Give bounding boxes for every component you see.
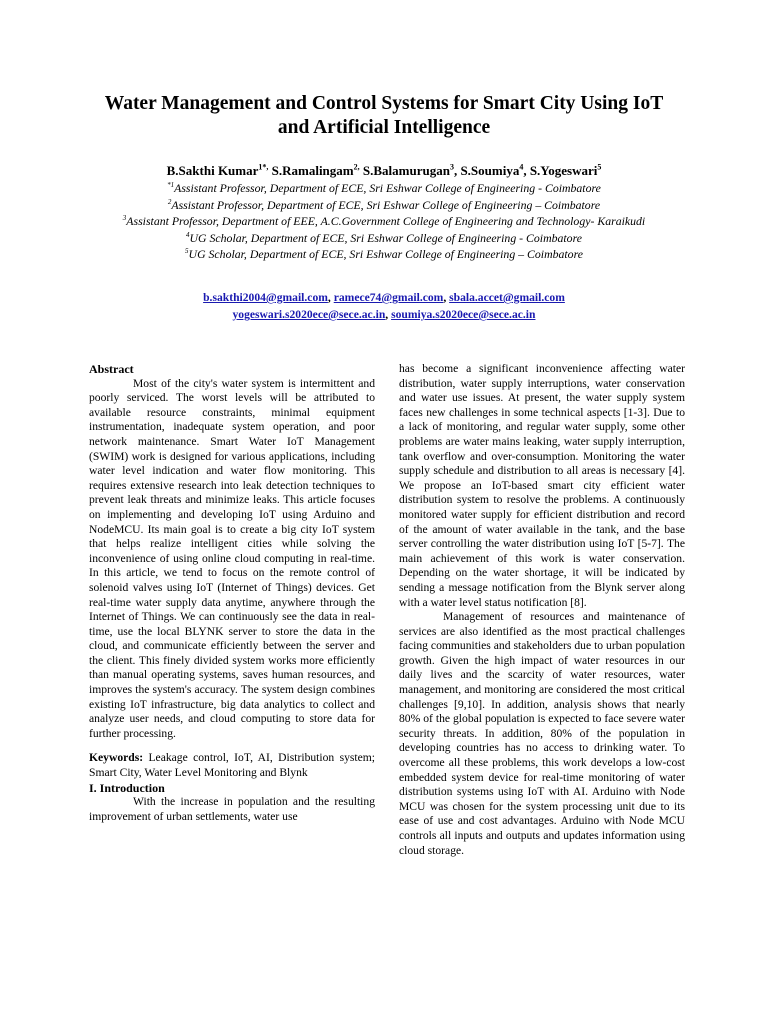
left-column: [89, 362, 375, 824]
author-list: [60, 162, 708, 179]
keywords-label: Keywords:: [89, 751, 144, 765]
keywords-text: Leakage control, IoT, AI, Distribution system; Smart City, Water Level Monitoring and Blynk: [89, 751, 375, 780]
affiliation: $^5$UG Scholar, Department of ECE, Sri Eshwar College of Engineering – Coimbatore: [185, 247, 583, 262]
title-line-1: Water Management and Control Systems for Smart City Using IoT: [104, 93, 664, 114]
abstract-heading: Abstract: [89, 362, 134, 376]
affiliation-list: [40, 180, 728, 263]
email-link[interactable]: yogeswari.s2020ece@sece.ac.in: [232, 308, 386, 321]
affiliation: $^2$Assistant Professor, Department of ECE, Sri Eshwar College of Engineering – Coimbatore: [167, 197, 601, 212]
right-column: [399, 362, 685, 858]
abstract-text: Most of the city's water system is intermittent and poorly serviced. The worst levels will be attributed to available resource constraints, minimal equipment instrumentation, inadequate system operation, and poor network maintenance. Smart Water IoT Management (SWIM) work is designed for various applications, including water level indication and water flow monitoring. This requires extensive research into leak detection techniques to prevent leak threats and minimize leaks. This article focuses on implementing and developing IoT using Arduino and NodeMCU. Its main goal is to create a big city IoT system that helps realize intelligent cities while solving the inconvenience of using online cloud computing in real-time. In this article, we tend to focus on the remote control of solenoid valves using IoT (Internet of Things) devices. Get real-time water supply data anytime, anywhere through the Internet of Things. We can continuously see the data in real-time, use the local BLYNK server to store the data in the cloud, and communicate efficiently between the server and the client. This finely divided system works more efficiently than manual operating systems, saves human resources, and improves the system's accuracy. The system design combines existing IoT infrastructure, big data analytics to collect and analyze user needs, and cloud computing to store data for further processing.: [89, 376, 375, 740]
body-paragraph: has become a significant inconvenience affecting water distribution, water supply interruptions, water conservation and water use issues. At present, the water supply system faces new challenges in some technical aspects [1-3]. Due to a lack of monitoring, and regular water supply, some other problems are water mains leaking, water supply interruption, tank overflow and over-consumption. Monitoring the water supply schedule and distribution to all areas is necessary [4]. We propose an IoT-based smart city efficient water distribution system to resolve the problems. A continuously monitored water supply for efficient distribution and record of the amount of water available in the tank, and the base server controlling the water distribution using IoT [5-7]. The main achievement of this work is water conservation. Depending on the water shortage, it will be indicated by sending a message notification from the Blynk server along with a water level status notification [8].: [399, 362, 685, 609]
email-link[interactable]: sbala.accet@gmail.com: [449, 291, 565, 304]
email-line-1: b.sakthi2004@gmail.com, ramece74@gmail.com, sbala.accet@gmail.com: [203, 291, 565, 304]
author: S.Soumiya$^4$,: [460, 162, 527, 178]
author: S.Yogeswari$^5$: [529, 162, 602, 178]
affiliation: $^3$Assistant Professor, Department of EEE, A.C.Government College of Engineering and Technology- Karaikudi: [122, 214, 646, 229]
body-paragraph: Management of resources and maintenance of services are also identified as the most practical challenges facing communities and stakeholders due to urban population growth. Given the high impact of water resources in our daily lives and the scarcity of water resources, water management, and monitoring are considered the most critical challenges [9,10]. In addition, analysis shows that nearly 80% of the global population is expected to face severe water security threats. In addition, 80% of the population in developing countries has no access to drinking water. To overcome all these problems, this work develops a low-cost embedded system device for real-time monitoring of water distribution systems using IoT with AI. Arduino with Node MCU was chosen for the system processing unit due to its ease of use and cost advantages. Arduino with Node MCU controls all inputs and outputs and updates information using cloud storage.: [399, 610, 685, 857]
paper-title: [60, 92, 708, 140]
author: S.Balamurugan$^3$,: [362, 162, 458, 178]
keywords: [89, 751, 375, 780]
email-list: [60, 289, 708, 323]
title-line-2: and Artificial Intelligence: [277, 117, 491, 138]
email-link[interactable]: soumiya.s2020ece@sece.ac.in: [391, 308, 536, 321]
introduction-paragraph: With the increase in population and the resulting improvement of urban settlements, water use: [89, 795, 375, 823]
email-line-2: yogeswari.s2020ece@sece.ac.in, soumiya.s2020ece@sece.ac.in: [232, 308, 536, 321]
author: S.Ramalingam$^{2,}$: [271, 162, 360, 178]
author: B.Sakthi Kumar$^{1*,}$: [166, 162, 269, 178]
introduction-heading: I. Introduction: [89, 780, 165, 795]
email-link[interactable]: ramece74@gmail.com: [333, 291, 444, 304]
email-link[interactable]: b.sakthi2004@gmail.com: [203, 291, 328, 304]
affiliation: $^{*1}$Assistant Professor, Department of ECE, Sri Eshwar College of Engineering - Coimbatore: [167, 181, 601, 195]
affiliation: $^4$UG Scholar, Department of ECE, Sri Eshwar College of Engineering - Coimbatore: [186, 230, 582, 245]
